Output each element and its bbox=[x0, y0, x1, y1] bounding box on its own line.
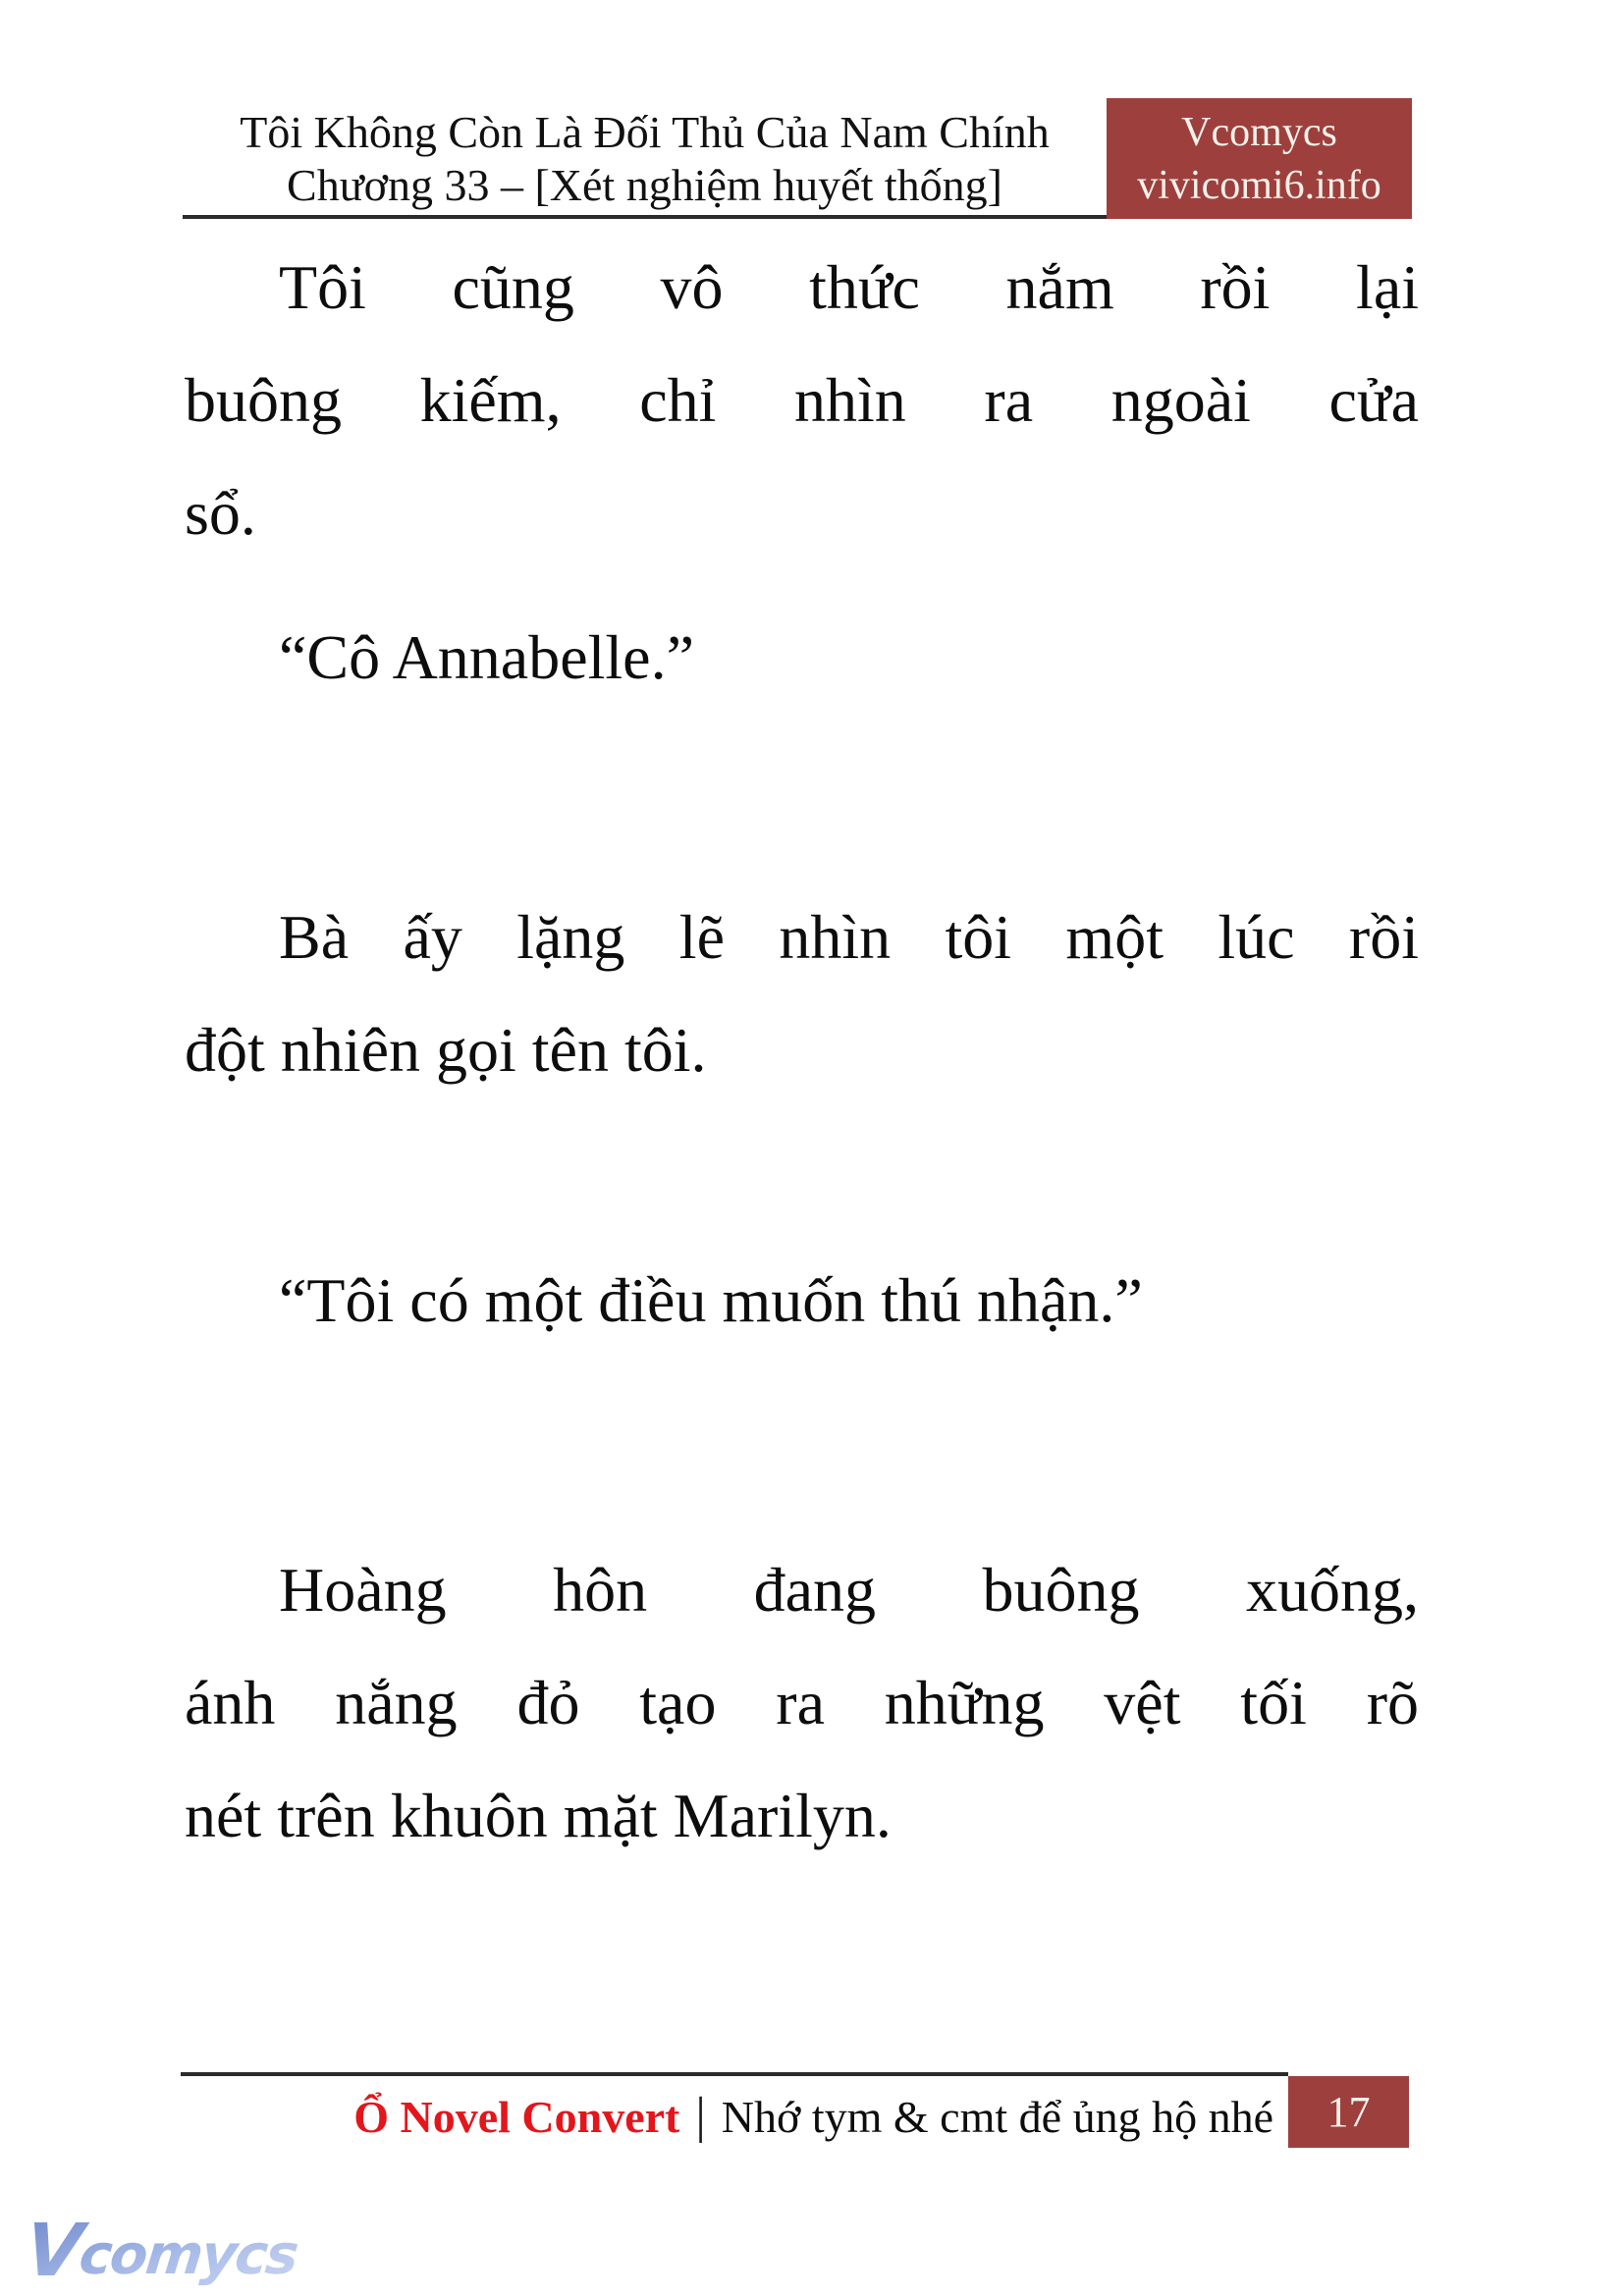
body-paragraph bbox=[185, 601, 1419, 714]
body-paragraph bbox=[185, 1533, 1419, 1872]
text-line: sổ. bbox=[185, 478, 256, 548]
site-badge-url: vivicomi6.info bbox=[1137, 162, 1381, 208]
site-badge-name: Vcomycs bbox=[1181, 109, 1337, 155]
footer-separator: | bbox=[695, 2088, 706, 2144]
header-title-line1: Tôi Không Còn Là Đối Thủ Của Nam Chính bbox=[240, 107, 1050, 157]
body-paragraph bbox=[185, 1244, 1419, 1357]
footer-divider bbox=[181, 2072, 1288, 2076]
text-line: Bà ấy lặng lẽ nhìn tôi một lúc rồi bbox=[279, 902, 1419, 972]
footer-credit bbox=[353, 2083, 1273, 2150]
text-line: Tôi cũng vô thức nắm rồi lại bbox=[279, 252, 1419, 322]
watermark-rest: comycs bbox=[76, 2223, 300, 2287]
page-header bbox=[183, 106, 1107, 212]
header-divider bbox=[183, 215, 1107, 219]
text-line: buông kiếm, chỉ nhìn ra ngoài cửa bbox=[185, 365, 1419, 435]
header-chapter-line: Chương 33 – [Xét nghiệm huyết thống] bbox=[287, 160, 1002, 210]
page-number: 17 bbox=[1326, 2088, 1371, 2136]
text-line: “Tôi có một điều muốn thú nhận.” bbox=[279, 1265, 1143, 1335]
body-paragraph bbox=[185, 231, 1419, 569]
vcomycs-watermark-logo bbox=[21, 2209, 301, 2293]
text-line: ánh nắng đỏ tạo ra những vệt tối rõ bbox=[185, 1668, 1419, 1737]
text-line: Hoàng hôn đang buông xuống, bbox=[279, 1555, 1419, 1625]
footer-note: Nhớ tym & cmt để ủng hộ nhé bbox=[721, 2091, 1273, 2142]
site-badge bbox=[1107, 98, 1412, 219]
text-line: “Cô Annabelle.” bbox=[279, 622, 694, 692]
footer-brand: Ổ Novel Convert bbox=[353, 2091, 680, 2142]
body-paragraph bbox=[185, 881, 1419, 1106]
watermark-initial: V bbox=[21, 2209, 85, 2293]
text-line: đột nhiên gọi tên tôi. bbox=[185, 1015, 707, 1085]
text-line: nét trên khuôn mặt Marilyn. bbox=[185, 1781, 892, 1850]
page-number-badge bbox=[1288, 2076, 1409, 2148]
